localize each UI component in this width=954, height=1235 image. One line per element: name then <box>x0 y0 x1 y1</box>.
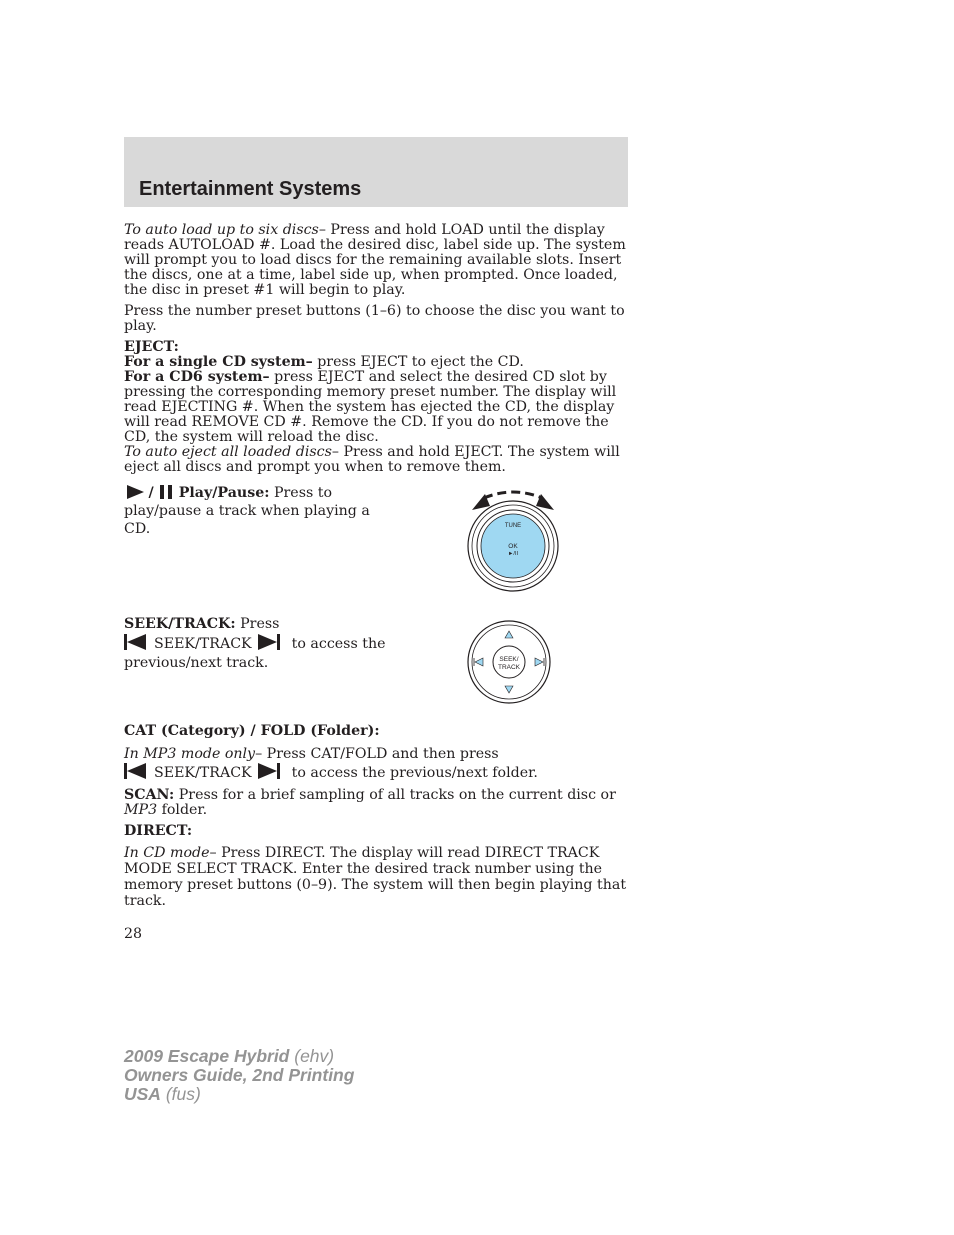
scan-tail: folder. <box>157 802 208 818</box>
cat-seek-word: SEEK/TRACK <box>154 765 252 781</box>
section-title: Entertainment Systems <box>139 178 362 200</box>
play-icon <box>124 485 144 499</box>
pause-icon <box>158 485 174 499</box>
direct-heading: DIRECT: <box>124 823 193 839</box>
folder-seek-back-icon <box>124 763 146 779</box>
cat-heading-block <box>124 723 628 739</box>
seek-back-icon <box>124 634 146 650</box>
direct-paragraph <box>124 845 628 909</box>
preset-paragraph <box>124 304 628 334</box>
footer-market: USA <box>124 1084 161 1104</box>
playpause-block <box>124 484 374 538</box>
seek-forward-icon <box>258 634 280 650</box>
autoload-lead: To auto load up to six discs <box>124 222 319 238</box>
section-header-band <box>124 137 628 207</box>
tune-label: TUNE <box>504 523 522 529</box>
eject-auto-lead: To auto eject all loaded discs <box>124 444 332 460</box>
eject-single-text: press EJECT to eject the CD. <box>312 354 524 370</box>
footer-imprint <box>124 1047 354 1104</box>
seektrack-label: SEEK/TRACK: <box>124 616 236 632</box>
footer-guide: Owners Guide, 2nd Printing <box>124 1065 355 1085</box>
preset-text: Press the number preset buttons (1–6) to choose the disc you want to play. <box>124 303 625 334</box>
eject-section <box>124 340 628 475</box>
eject-cd6-lead: For a CD6 system– <box>124 369 270 385</box>
ok-label: OK <box>508 543 518 550</box>
direct-text: – Press DIRECT. The display will read DIRECT TRACK MODE SELECT TRACK. Enter the desired track number using the memory preset buttons (0–9). The system will then begin playing that track. <box>124 845 627 909</box>
scan-text: Press for a brief sampling of all tracks on the current disc or <box>174 787 616 803</box>
playpause-line2: play/pause a track when playing a <box>124 503 370 519</box>
seektrack-press: Press <box>235 616 280 632</box>
seek-knob-label-2: TRACK <box>497 664 521 671</box>
page-number: 28 <box>124 926 143 942</box>
eject-heading: EJECT: <box>124 339 179 355</box>
knob-play-label: ►/II <box>507 551 519 557</box>
rotate-right-arrow-icon <box>536 494 554 510</box>
eject-single-lead: For a single CD system– <box>124 354 313 370</box>
direct-heading-block <box>124 824 628 839</box>
cat-text: – Press CAT/FOLD and then press <box>255 746 499 762</box>
cat-access: to access the previous/next folder. <box>291 765 538 781</box>
cat-block <box>124 745 628 782</box>
autoload-text: – Press and hold LOAD until the display reads AUTOLOAD #. Load the desired disc, label side up. The system will prompt you to load discs for the remaining available slots. Insert the discs, one at a time, label side up, when prompted. Once loaded, the disc in preset #1 will begin to play. <box>124 222 626 298</box>
seektrack-access: to access the <box>291 636 386 652</box>
eject-cd6-text: press EJECT and select the desired CD slot by pressing the corresponding memory preset number. The display will read EJECTING #. When the system has ejected the CD, the display will read REMOVE CD #. Remove the CD. If you do not remove the CD, the system will reload the disc. <box>124 369 617 445</box>
seektrack-previous: previous/next track. <box>124 655 269 671</box>
playpause-line3: CD. <box>124 521 151 537</box>
tune-knob-illustration <box>462 486 566 596</box>
playpause-line1: Press to <box>269 485 333 501</box>
footer-model-code: (ehv) <box>289 1046 335 1066</box>
seektrack-word: SEEK/TRACK <box>154 636 252 652</box>
cat-lead: In MP3 mode only <box>124 746 256 762</box>
direct-lead: In CD mode <box>124 845 210 861</box>
seektrack-block <box>124 615 424 673</box>
autoload-paragraph <box>124 223 628 298</box>
seek-knob-label-1: SEEK/ <box>499 656 519 663</box>
folder-seek-forward-icon <box>258 763 280 779</box>
playpause-slash: / <box>148 485 154 501</box>
footer-market-code: (fus) <box>160 1084 201 1104</box>
footer-model: 2009 Escape Hybrid <box>124 1046 290 1066</box>
scan-paragraph <box>124 788 628 818</box>
scan-label: SCAN: <box>124 787 175 803</box>
scan-mp3: MP3 <box>124 802 158 818</box>
eject-auto-text: – Press and hold EJECT. The system will eject all discs and prompt you when to remove them. <box>124 444 620 475</box>
cat-heading: CAT (Category) / FOLD (Folder): <box>124 723 380 739</box>
seek-knob-illustration <box>462 618 556 708</box>
playpause-label: Play/Pause: <box>178 485 270 501</box>
